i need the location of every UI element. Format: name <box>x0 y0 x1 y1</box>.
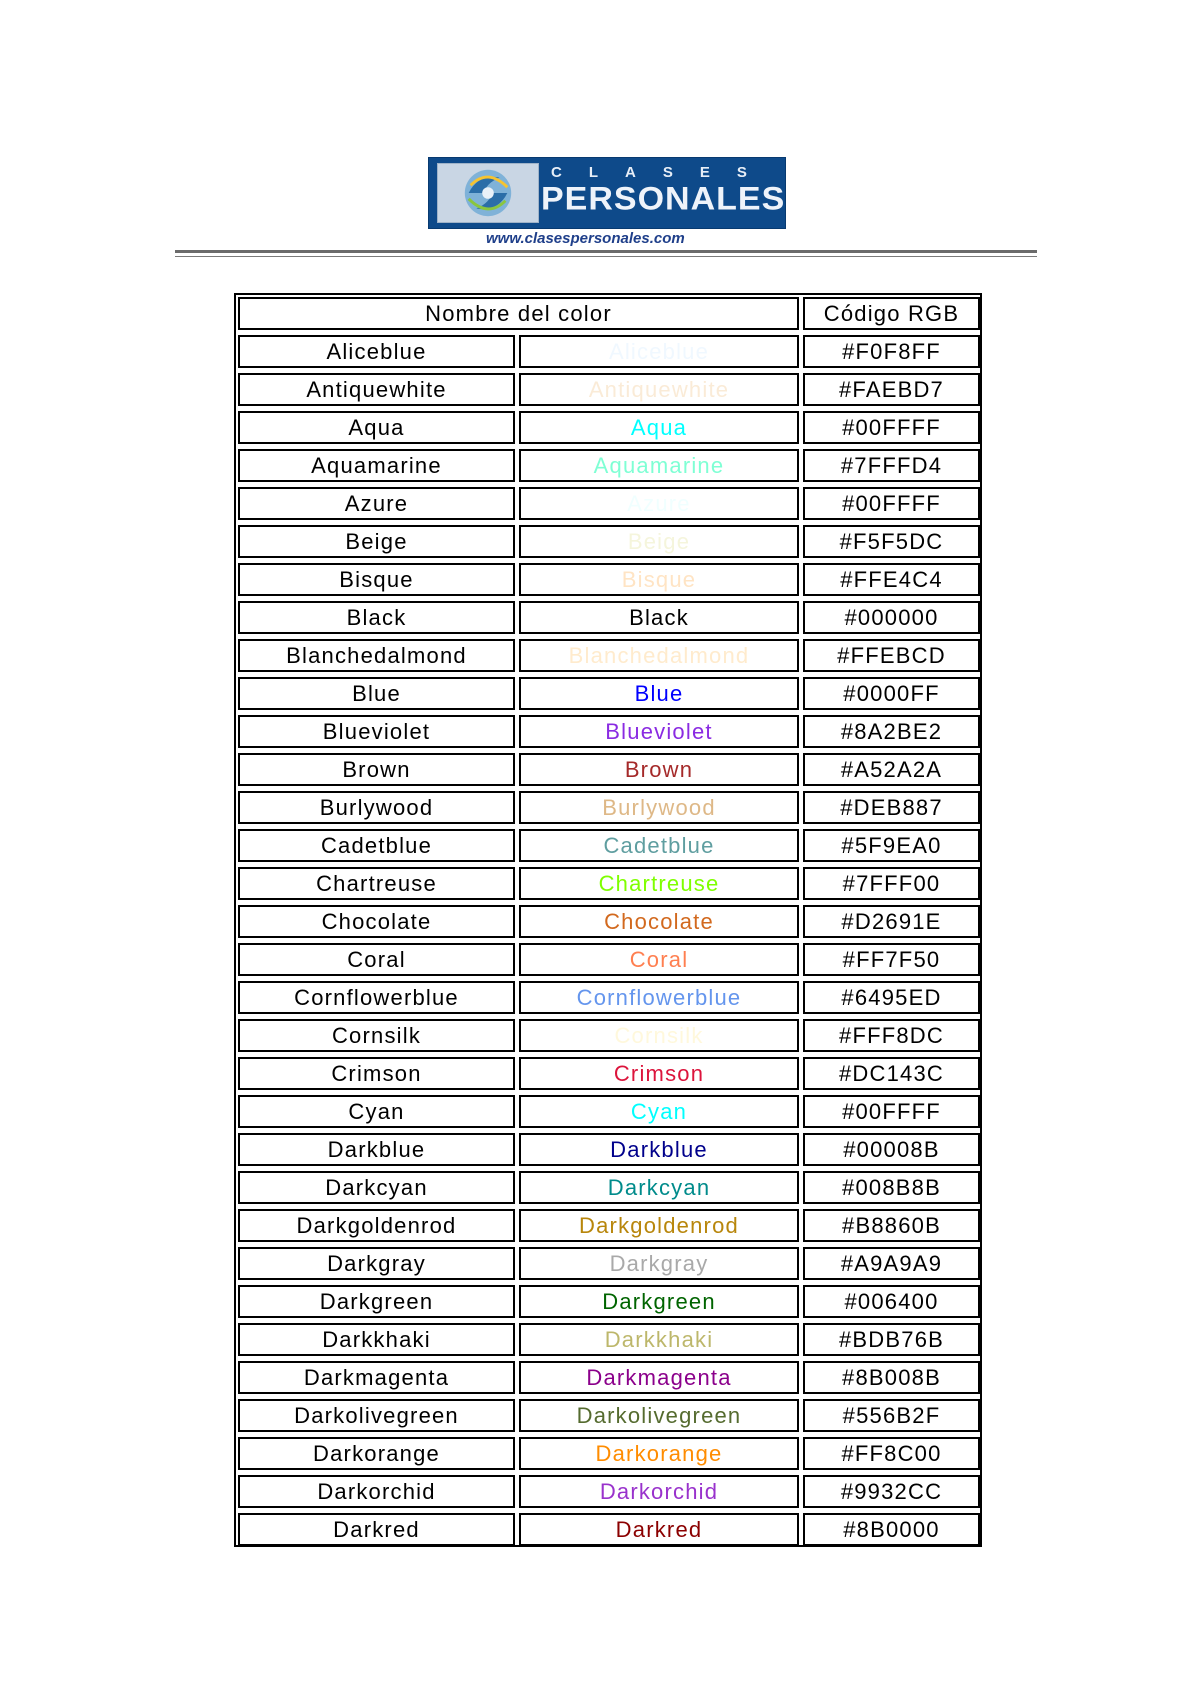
logo-emblem-icon <box>437 163 539 223</box>
color-name-cell: Bisque <box>238 563 515 596</box>
rgb-code-cell: #BDB76B <box>803 1323 980 1356</box>
rgb-code-cell: #FF7F50 <box>803 943 980 976</box>
color-sample-cell: Aqua <box>519 411 799 444</box>
color-name-cell: Azure <box>238 487 515 520</box>
rgb-code-cell: #556B2F <box>803 1399 980 1432</box>
color-sample-cell: Darkgreen <box>519 1285 799 1318</box>
color-sample-cell: Darkmagenta <box>519 1361 799 1394</box>
logo <box>428 157 786 229</box>
color-name-cell: Beige <box>238 525 515 558</box>
header-divider-thin <box>175 256 1037 257</box>
color-sample-cell: Coral <box>519 943 799 976</box>
color-sample-cell: Brown <box>519 753 799 786</box>
color-name-cell: Brown <box>238 753 515 786</box>
color-sample-cell: Darkcyan <box>519 1171 799 1204</box>
table-row <box>236 979 980 1017</box>
color-name-cell: Aliceblue <box>238 335 515 368</box>
table-row <box>236 903 980 941</box>
color-sample-cell: Beige <box>519 525 799 558</box>
rgb-code-cell: #FFE4C4 <box>803 563 980 596</box>
rgb-code-cell: #8B0000 <box>803 1513 980 1546</box>
color-name-cell: Blue <box>238 677 515 710</box>
table-row <box>236 561 980 599</box>
table-row <box>236 1321 980 1359</box>
rgb-code-cell: #9932CC <box>803 1475 980 1508</box>
header-divider <box>175 250 1037 253</box>
table-row <box>236 751 980 789</box>
table-row <box>236 1131 980 1169</box>
rgb-code-cell: #A52A2A <box>803 753 980 786</box>
color-sample-cell: Antiquewhite <box>519 373 799 406</box>
color-name-cell: Cadetblue <box>238 829 515 862</box>
rgb-code-cell: #5F9EA0 <box>803 829 980 862</box>
table-row <box>236 523 980 561</box>
table-row <box>236 1359 980 1397</box>
color-name-cell: Darkblue <box>238 1133 515 1166</box>
color-name-cell: Antiquewhite <box>238 373 515 406</box>
color-sample-cell: Darkred <box>519 1513 799 1546</box>
rgb-code-cell: #006400 <box>803 1285 980 1318</box>
rgb-code-cell: #B8860B <box>803 1209 980 1242</box>
rgb-code-cell: #DEB887 <box>803 791 980 824</box>
rgb-code-cell: #FFEBCD <box>803 639 980 672</box>
color-sample-cell: Bisque <box>519 563 799 596</box>
color-name-cell: Darkorange <box>238 1437 515 1470</box>
table-row <box>236 1207 980 1245</box>
rgb-code-cell: #F0F8FF <box>803 335 980 368</box>
rgb-code-cell: #D2691E <box>803 905 980 938</box>
color-sample-cell: Cornsilk <box>519 1019 799 1052</box>
color-sample-cell: Blanchedalmond <box>519 639 799 672</box>
color-sample-cell: Chartreuse <box>519 867 799 900</box>
rgb-code-cell: #00008B <box>803 1133 980 1166</box>
color-name-cell: Darkcyan <box>238 1171 515 1204</box>
rgb-code-cell: #008B8B <box>803 1171 980 1204</box>
color-sample-cell: Darkkhaki <box>519 1323 799 1356</box>
table-row <box>236 1511 980 1549</box>
color-name-cell: Aqua <box>238 411 515 444</box>
color-name-cell: Blueviolet <box>238 715 515 748</box>
color-sample-cell: Aliceblue <box>519 335 799 368</box>
rgb-code-cell: #7FFF00 <box>803 867 980 900</box>
table-row <box>236 333 980 371</box>
color-name-cell: Darkgoldenrod <box>238 1209 515 1242</box>
table-row <box>236 865 980 903</box>
header-color-name: Nombre del color <box>238 297 799 330</box>
color-name-cell: Blanchedalmond <box>238 639 515 672</box>
color-sample-cell: Burlywood <box>519 791 799 824</box>
rgb-code-cell: #F5F5DC <box>803 525 980 558</box>
color-sample-cell: Darkgoldenrod <box>519 1209 799 1242</box>
color-sample-cell: Azure <box>519 487 799 520</box>
color-sample-cell: Black <box>519 601 799 634</box>
color-sample-cell: Chocolate <box>519 905 799 938</box>
table-row <box>236 485 980 523</box>
logo-main-text: PERSONALES <box>541 180 786 218</box>
table-row <box>236 1169 980 1207</box>
logo-top-text: CLASES <box>551 164 774 181</box>
color-name-cell: Darkgreen <box>238 1285 515 1318</box>
rgb-code-cell: #8A2BE2 <box>803 715 980 748</box>
rgb-code-cell: #7FFFD4 <box>803 449 980 482</box>
table-row <box>236 941 980 979</box>
color-name-cell: Chartreuse <box>238 867 515 900</box>
color-name-cell: Darkkhaki <box>238 1323 515 1356</box>
color-name-cell: Darkred <box>238 1513 515 1546</box>
color-sample-cell: Darkorchid <box>519 1475 799 1508</box>
table-row <box>236 713 980 751</box>
color-name-cell: Darkolivegreen <box>238 1399 515 1432</box>
rgb-code-cell: #6495ED <box>803 981 980 1014</box>
color-sample-cell: Cornflowerblue <box>519 981 799 1014</box>
color-name-cell: Chocolate <box>238 905 515 938</box>
color-sample-cell: Cyan <box>519 1095 799 1128</box>
table-row <box>236 1473 980 1511</box>
rgb-code-cell: #00FFFF <box>803 1095 980 1128</box>
color-sample-cell: Darkorange <box>519 1437 799 1470</box>
rgb-code-cell: #A9A9A9 <box>803 1247 980 1280</box>
rgb-code-cell: #FAEBD7 <box>803 373 980 406</box>
color-sample-cell: Blue <box>519 677 799 710</box>
table-row <box>236 827 980 865</box>
color-sample-cell: Blueviolet <box>519 715 799 748</box>
color-sample-cell: Aquamarine <box>519 449 799 482</box>
color-name-cell: Burlywood <box>238 791 515 824</box>
table-row <box>236 1283 980 1321</box>
rgb-code-cell: #DC143C <box>803 1057 980 1090</box>
table-row <box>236 447 980 485</box>
color-table <box>234 293 982 1547</box>
table-row <box>236 1397 980 1435</box>
color-name-cell: Cyan <box>238 1095 515 1128</box>
rgb-code-cell: #FF8C00 <box>803 1437 980 1470</box>
color-sample-cell: Darkgray <box>519 1247 799 1280</box>
rgb-code-cell: #00FFFF <box>803 411 980 444</box>
color-sample-cell: Cadetblue <box>519 829 799 862</box>
table-row <box>236 409 980 447</box>
table-row <box>236 1017 980 1055</box>
color-name-cell: Crimson <box>238 1057 515 1090</box>
rgb-code-cell: #FFF8DC <box>803 1019 980 1052</box>
logo-url[interactable]: www.clasespersonales.com <box>486 230 685 247</box>
rgb-code-cell: #00FFFF <box>803 487 980 520</box>
table-row <box>236 675 980 713</box>
color-name-cell: Black <box>238 601 515 634</box>
color-sample-cell: Darkolivegreen <box>519 1399 799 1432</box>
rgb-code-cell: #8B008B <box>803 1361 980 1394</box>
table-row <box>236 789 980 827</box>
table-row <box>236 599 980 637</box>
rgb-code-cell: #000000 <box>803 601 980 634</box>
color-name-cell: Cornflowerblue <box>238 981 515 1014</box>
table-row <box>236 637 980 675</box>
color-name-cell: Darkmagenta <box>238 1361 515 1394</box>
table-row <box>236 1435 980 1473</box>
table-row <box>236 1055 980 1093</box>
rgb-code-cell: #0000FF <box>803 677 980 710</box>
color-sample-cell: Crimson <box>519 1057 799 1090</box>
color-name-cell: Darkorchid <box>238 1475 515 1508</box>
color-name-cell: Darkgray <box>238 1247 515 1280</box>
table-header-row <box>236 295 980 333</box>
header-rgb-code: Código RGB <box>803 297 980 330</box>
color-name-cell: Coral <box>238 943 515 976</box>
color-name-cell: Cornsilk <box>238 1019 515 1052</box>
table-row <box>236 371 980 409</box>
table-row <box>236 1093 980 1131</box>
table-row <box>236 1245 980 1283</box>
color-sample-cell: Darkblue <box>519 1133 799 1166</box>
color-name-cell: Aquamarine <box>238 449 515 482</box>
